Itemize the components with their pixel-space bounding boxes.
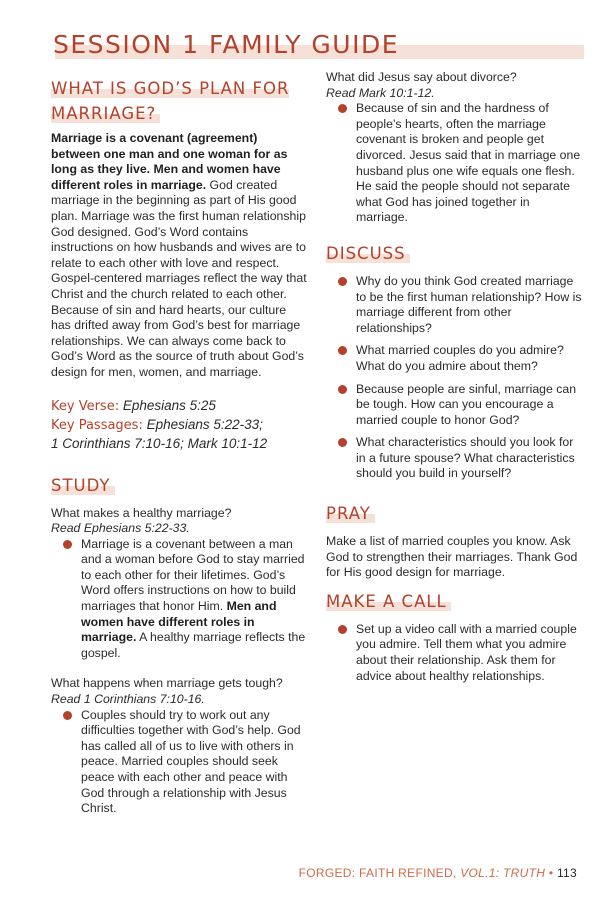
bullet-icon [338, 346, 347, 355]
bullet-icon [338, 625, 347, 634]
bullet-icon [338, 385, 347, 394]
study-question-3: What did Jesus say about divorce? [326, 70, 517, 84]
page-title-block [51, 30, 584, 60]
section-heading-call: MAKE A CALL [326, 592, 451, 611]
key-verses [51, 397, 309, 453]
footer-volume: VOL.1: TRUTH [460, 866, 546, 880]
study-question-2: What happens when marriage gets tough? [51, 676, 283, 691]
list-item: Set up a video call with a married couple you admire. Tell them what you admire about their relationship. Ask them for advice about healthy relationships. [326, 622, 584, 684]
footer-bullet: • [548, 866, 554, 880]
study-reading-1: Read Ephesians 5:22-33. [51, 521, 190, 536]
discuss-list [326, 274, 584, 482]
pray-text: Make a list of married couples you know. Ask God to strengthen their marriages. Thank God for His good design for marriage. [326, 534, 578, 580]
key-passages-line2: 1 Corinthians 7:10-16; Mark 10:1-12 [51, 435, 268, 451]
section-heading-study: STUDY [51, 476, 115, 495]
study-reading-2: Read 1 Corinthians 7:10-16. [51, 692, 205, 707]
key-passages-label: Key Passages: [51, 417, 143, 433]
key-verse-label: Key Verse: [51, 398, 120, 414]
study-answer-list-3 [326, 101, 584, 226]
list-item: Because of sin and the hardness of people’s hearts, often the marriage covenant is broken and people get divorced. Jesus said that in marriage one husband plus one wife equals one flesh. He said the people should not separate what God has joined together in marriage. [326, 101, 584, 226]
list-item: Marriage is a covenant between a man and a woman before God to stay married to each other for their lifetimes. God’s Word offers instructions on how to build marriages that honor Him. Men and women have different roles in marriage. A healthy marriage reflects the gospel. [51, 537, 309, 662]
footer-book-title: FORGED: FAITH REFINED, [298, 866, 461, 880]
intro-text: God created marriage in the beginning as part of His good plan. Marriage was the first human relationship God designed. God’s Word contains instructions on how husbands and wives are to relate to each other with love and respect. Gospel-centered marriages reflect the way that Christ and the church related to each other. Because of sin and hard hearts, our culture has drifted away from God’s best for marriage relationships. We can always come back to God’s Word as the source of truth about God’s design for men, women, and marriage. [51, 177, 307, 379]
key-verse: Ephesians 5:25 [119, 397, 216, 413]
page-number: 113 [556, 866, 577, 880]
list-item: Why do you think God created marriage to be the first human relationship? How is marriage different from other relationships? [326, 274, 584, 336]
bullet-icon [63, 711, 72, 720]
study-answer-list-1 [51, 537, 309, 662]
right-column [326, 70, 584, 691]
list-item: What characteristics should you look for in a future spouse? What characteristics should you build in yourself? [326, 435, 584, 482]
page-footer [299, 866, 577, 880]
intro-paragraph [51, 131, 309, 381]
list-item: Couples should try to work out any difficulties together with God’s help. God has called all of us to live with others in peace. Married couples should seek peace with each other and peace with God through a relationship with Jesus Christ. [51, 708, 309, 817]
section-heading-plan: WHAT IS GOD’S PLAN FOR MARRIAGE? [51, 79, 290, 123]
section-heading-discuss: DISCUSS [326, 244, 410, 263]
section-heading-pray: PRAY [326, 504, 375, 523]
study-question-1: What makes a healthy marriage? [51, 505, 232, 520]
bullet-icon [63, 540, 72, 549]
study-reading-3: Read Mark 10:1-12. [326, 85, 435, 100]
bullet-icon [338, 104, 347, 113]
intro-bold-text: Marriage is a covenant (agreement) between one man and one woman for as long as they live. Men and women have different roles in marriage. [51, 131, 288, 192]
bullet-icon [338, 438, 347, 447]
bullet-icon [338, 277, 347, 286]
list-item: What married couples do you admire? What do you admire about them? [326, 343, 584, 374]
left-column [51, 76, 309, 824]
page-title: SESSION 1 FAMILY GUIDE [53, 30, 400, 59]
list-item: Because people are sinful, marriage can be tough. How can you encourage a married couple to honor God? [326, 382, 584, 429]
key-passages-line1: Ephesians 5:22-33; [142, 416, 263, 432]
study-answer-list-2 [51, 708, 309, 817]
call-list [326, 622, 584, 684]
